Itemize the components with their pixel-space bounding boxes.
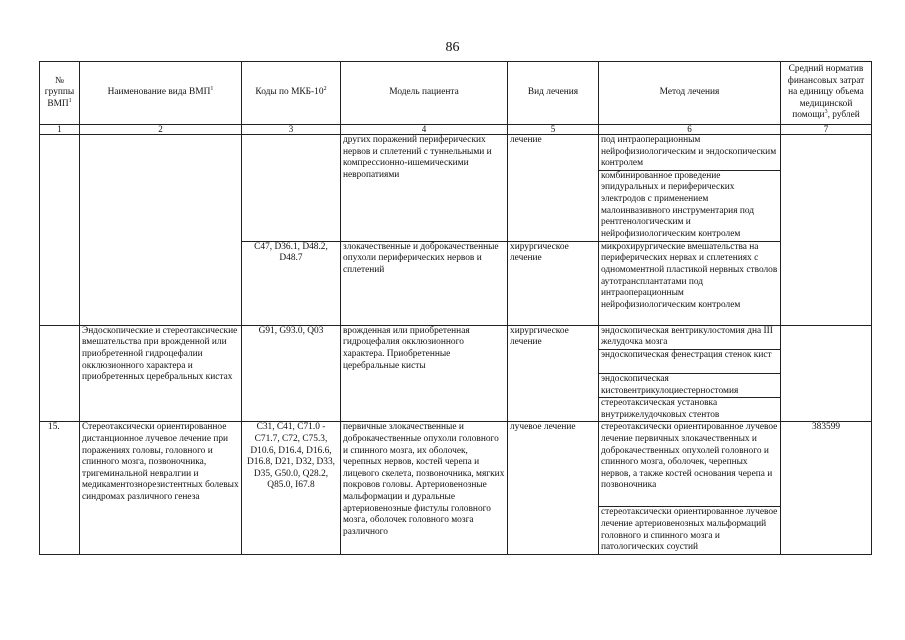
header-cost-standard: Средний норматив финансовых затрат на единицу объема медицинской помощи$^3$, рублей	[781, 62, 872, 125]
header-treatment-type: Вид лечения	[508, 62, 599, 125]
column-number: 5	[508, 125, 599, 135]
table-row	[40, 422, 872, 507]
page-number: 86	[445, 40, 460, 55]
column-number-row	[40, 125, 872, 135]
column-number: 3	[242, 125, 341, 135]
cell-patient-model: злокачественные и доброкачественные опухоли периферических нервов и сплетений	[341, 241, 508, 325]
cell-group: 15.	[40, 422, 80, 554]
column-number: 2	[80, 125, 242, 135]
cell-vmp-name: Эндоскопические и стереотаксические вмешательства при врожденной или приобретенной гидроцефалии окклюзионного характера и приобретенных церебральных кистах	[80, 326, 242, 422]
cell-treatment-type: хирургическое лечение	[508, 241, 599, 325]
table-row	[40, 326, 872, 350]
header-icd-codes: Коды по МКБ-$10^2$	[242, 62, 341, 125]
cell-cost	[781, 135, 872, 326]
cell-method: под интраоперационным нейрофизиологическим и эндоскопическим контролем	[599, 135, 781, 171]
cell-method: эндоскопическая кистовентрикулоциестерностомия	[599, 373, 781, 397]
cell-treatment-type: лечение	[508, 135, 599, 242]
header-vmp-name: Наименование вида ВМП$^1$	[80, 62, 242, 125]
table-header-row	[40, 62, 872, 125]
cell-method: эндоскопическая фенестрация стенок кист	[599, 349, 781, 373]
cell-codes: G91, G93.0, Q03	[242, 326, 341, 422]
cell-treatment-type: хирургическое лечение	[508, 326, 599, 422]
header-treatment-method: Метод лечения	[599, 62, 781, 125]
cell-method: стереотаксически ориентированное лучевое лечение первичных злокачественных и доброкачественных опухолей головного и спинного мозга, оболочек, черепных нервов, а также костей основания черепа и позвоночника	[599, 422, 781, 507]
vmp-table-continued	[39, 326, 872, 555]
column-number: 4	[341, 125, 508, 135]
table-row	[40, 135, 872, 171]
cell-codes	[242, 135, 341, 242]
column-number: 1	[40, 125, 80, 135]
cell-patient-model: первичные злокачественные и доброкачественные опухоли головного и спинного мозга, их оболочек, черепных нервов, костей черепа и лицевого скелета, позвоночника, мягких покровов головы. Артериовенозные мальформации и дуральные артериовенозные фистулы головного мозга, оболочек головного мозга различного	[341, 422, 508, 554]
cell-codes: C31, C41, C71.0 - C71.7, C72, C75.3, D10.6, D16.4, D16.6, D16.8, D21, D32, D33, D35, G50.0, Q28.2, Q85.0, I67.8	[242, 422, 341, 554]
cell-method: стереотаксическая установка внутрижелудочковых стентов	[599, 398, 781, 422]
vmp-table	[39, 61, 872, 326]
cell-codes: C47, D36.1, D48.2, D48.7	[242, 241, 341, 325]
cell-group	[40, 135, 80, 326]
cell-method: микрохирургические вмешательства на периферических нервах и сплетениях с одномоментной пластикой нервных стволов аутотрансплантатами под интраоперационным нейрофизиологическим контролем	[599, 241, 781, 325]
cell-method: стереотаксически ориентированное лучевое лечение артериовенозных мальформаций головного и спинного мозга и патологических соустий	[599, 507, 781, 554]
cell-method: эндоскопическая вентрикулостомия дна III желудочка мозга	[599, 326, 781, 350]
vmp-table-sheet	[39, 61, 871, 555]
header-group-number: № группы ВМП$^1$	[40, 62, 80, 125]
column-number: 7	[781, 125, 872, 135]
header-patient-model: Модель пациента	[341, 62, 508, 125]
cell-vmp-name	[80, 135, 242, 326]
column-number: 6	[599, 125, 781, 135]
cell-patient-model: других поражений периферических нервов и сплетений с туннельными и компрессионно-ишемическими невропатиями	[341, 135, 508, 242]
cell-cost	[781, 326, 872, 422]
cell-patient-model: врожденная или приобретенная гидроцефалия окклюзионного характера. Приобретенные церебральные кисты	[341, 326, 508, 422]
cell-treatment-type: лучевое лечение	[508, 422, 599, 554]
cell-method: комбинированное проведение эпидуральных и периферических электродов с применением малоинвазивного инструментария под рентгенологическим и нейрофизиологическим контролем	[599, 170, 781, 241]
cell-cost: 383599	[781, 422, 872, 554]
cell-vmp-name: Стереотаксически ориентированное дистанционное лучевое лечение при поражениях головы, головного и спинного мозга, позвоночника, тригеминальной невралгии и медикаментознорезистентных болевых синдромах различного генеза	[80, 422, 242, 554]
cell-group	[40, 326, 80, 422]
